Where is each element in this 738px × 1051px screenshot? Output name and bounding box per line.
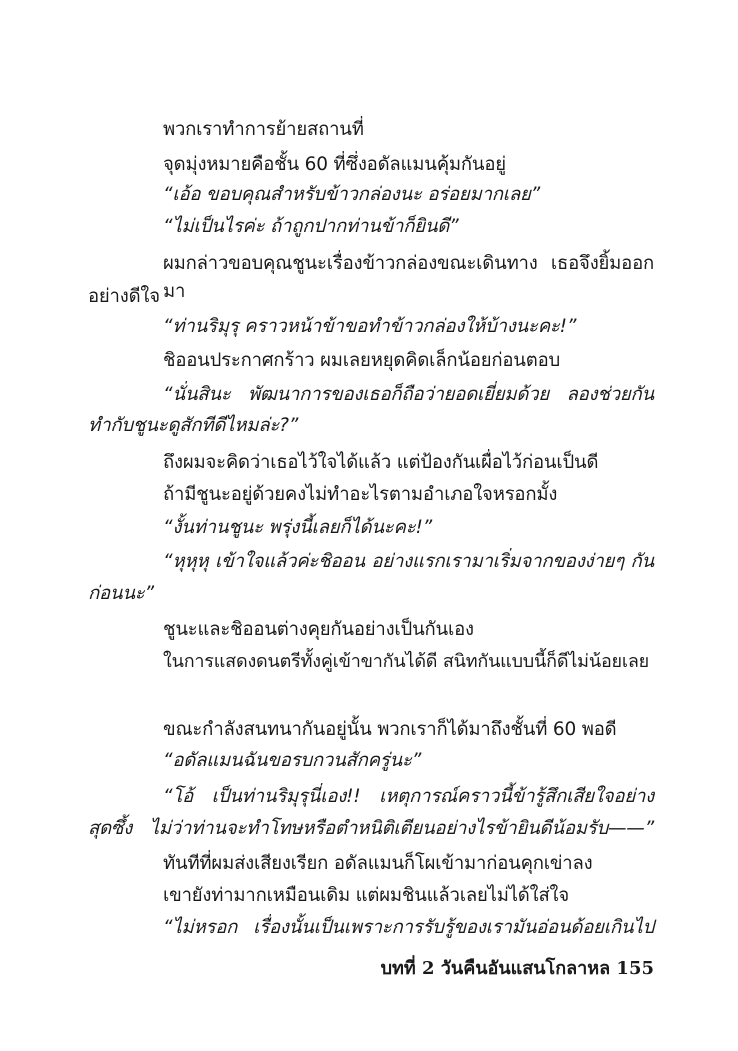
dialogue-line: “หุหุหุ เข้าใจแล้วค่ะชิออน อย่างแรกเรามาเริ่มจากของง่ายๆ กัน (163, 551, 654, 572)
text-line: ชูนะและชิออนต่างคุยกันอย่างเป็นกันเอง (163, 619, 474, 640)
dialogue-line: “ไม่หรอก เรื่องนั้นเป็นเพราะการรับรู้ของเรามันอ่อนด้อยเกินไป (163, 917, 654, 938)
dialogue-line: ก่อนนะ” (88, 583, 154, 604)
dialogue-line: “เอ้อ ขอบคุณสำหรับข้าวกล่องนะ อร่อยมากเลย” (163, 184, 541, 205)
page-footer: บทที่ 2 วันคืนอันแสนโกลาหล 155 (380, 958, 654, 979)
dialogue-line: “ไม่เป็นไรค่ะ ถ้าถูกปากท่านข้าก็ยินดี” (163, 216, 459, 237)
dialogue-line: “งั้นท่านชูนะ พรุ่งนี้เลยก็ได้นะคะ!” (163, 517, 433, 538)
dialogue-line: ทำกับชูนะดูสักทีดีไหมล่ะ?” (88, 415, 299, 436)
text-line: ถ้ามีชูนะอยู่ด้วยคงไม่ทำอะไรตามอำเภอใจหรอกมั้ง (163, 484, 558, 505)
dialogue-line: “ท่านริมุรุ คราวหน้าข้าขอทำข้าวกล่องให้บ้างนะคะ!” (163, 316, 577, 337)
text-line: ผมกล่าวขอบคุณชูนะเรื่องข้าวกล่องขณะเดินทาง เธอจึงยิ้มออกมา (163, 253, 654, 302)
dialogue-line: “โอ้ เป็นท่านริมุรุนี่เอง!! เหตุการณ์คราวนี้ข้ารู้สึกเสียใจอย่าง (163, 786, 654, 807)
dialogue-line: สุดซึ้ง ไม่ว่าท่านจะทำโทษหรือตำหนิติเตียนอย่างไรข้ายินดีน้อมรับ——” (88, 818, 654, 839)
text-line: ทันทีที่ผมส่งเสียงเรียก อดัลแมนก็โผเข้ามาก่อนคุกเข่าลง (163, 853, 593, 874)
text-line: ในการแสดงดนตรีทั้งคู่เข้าขากันได้ดี สนิทกันแบบนี้ก็ดีไม่น้อยเลย (163, 651, 650, 672)
text-line: อย่างดีใจ (88, 286, 160, 307)
text-line: ขณะกำลังสนทนากันอยู่นั้น พวกเราก็ได้มาถึงชั้นที่ 60 พอดี (163, 719, 617, 740)
dialogue-line: “อดัลแมนฉันขอรบกวนสักครู่นะ” (163, 750, 422, 771)
dialogue-line: “นั่นสินะ พัฒนาการของเธอก็ถือว่ายอดเยี่ยมด้วย ลองช่วยกัน (163, 384, 654, 405)
text-line: จุดมุ่งหมายคือชั้น 60 ที่ซึ่งอดัลแมนคุ้มกันอยู่ (163, 154, 506, 175)
text-line: ชิออนประกาศกร้าว ผมเลยหยุดคิดเล็กน้อยก่อนตอบ (163, 350, 561, 371)
text-line: ถึงผมจะคิดว่าเธอไว้ใจได้แล้ว แต่ป้องกันเผื่อไว้ก่อนเป็นดี (163, 452, 599, 473)
text-line: พวกเราทำการย้ายสถานที่ (163, 119, 364, 140)
text-line: เขายังท่ามากเหมือนเดิม แต่ผมชินแล้วเลยไม่ได้ใส่ใจ (163, 885, 570, 906)
